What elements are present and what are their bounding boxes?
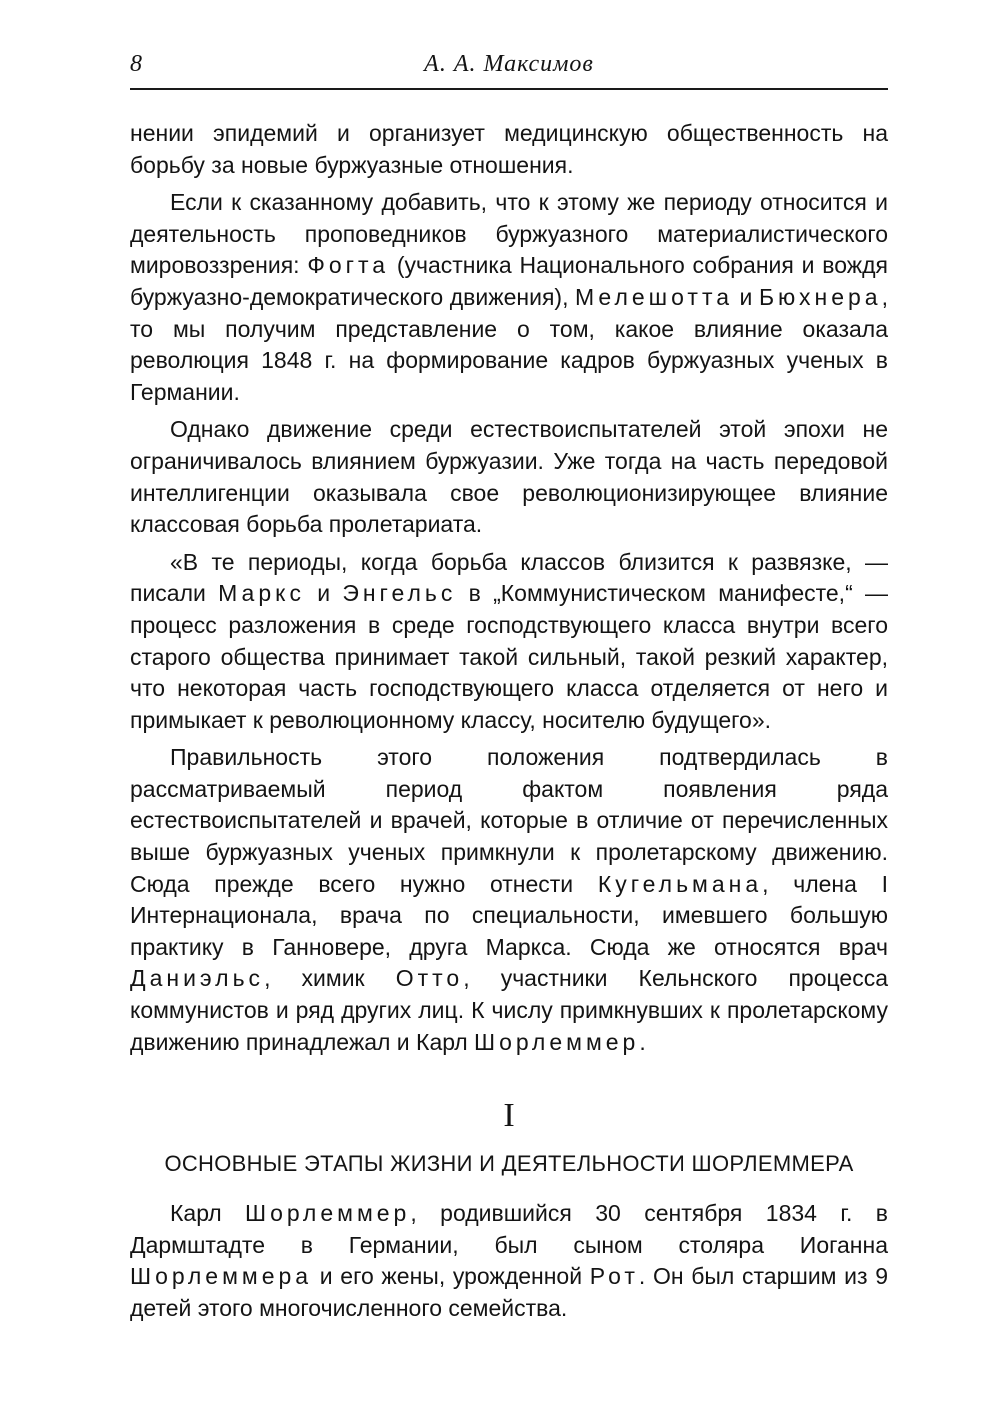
paragraph-1: нении эпидемий и организует медицинскую общественность на борьбу за новые буржуазные отношения. [130, 120, 888, 178]
running-title: А. А. Максимов [424, 51, 594, 77]
chapter-title: ОСНОВНЫЕ ЭТАПЫ ЖИЗНИ И ДЕЯТЕЛЬНОСТИ ШОРЛЕММЕРА [164, 1151, 854, 1176]
name-schorlemmer: Шорлеммер [245, 1200, 411, 1226]
name-schorlemmer: Шорлеммер [474, 1028, 640, 1055]
name-vogt: Фогта [307, 252, 390, 279]
text-span: Правильность этого положения подтвердилась в рассматриваемый период фактом появления ряда естествоиспытателей и врачей, которые в отличие от перечисленных выше буржуазных ученых примкнули к пролетарскому движению. Сюда прежде всего нужно отнести [130, 744, 888, 897]
chapter-text [130, 1198, 888, 1324]
text-span: , химик [264, 965, 396, 992]
name-rot: Рот [589, 1263, 639, 1290]
name-otto: Отто [395, 965, 464, 992]
body-text [130, 118, 888, 1064]
chapter-paragraph-1 [130, 1198, 888, 1324]
text-span: , родившийся 30 сентября 1834 г. в Дармштадте в Германии, был сыном столяра Иоганна [130, 1200, 888, 1258]
page-header [130, 50, 888, 82]
text-span: , члена I Интернационала, врача по специальности, имевшего большую практику в Ганновере, друга Маркса. Сюда же относятся врач [130, 870, 888, 960]
name-buchner: Бюхнера [758, 283, 882, 310]
text-span: и [733, 283, 759, 310]
paragraph-2 [130, 187, 888, 408]
text-span: . [639, 1028, 646, 1055]
chapter-numeral: I [503, 1097, 515, 1134]
header-rule [130, 88, 888, 90]
text-span: и его жены, урожденной [312, 1263, 590, 1290]
text-span: . Он был старшим из 9 детей этого многочисленного семейства. [130, 1263, 888, 1321]
name-kugelmann: Кугельмана [597, 870, 763, 897]
text-span: Карл [170, 1200, 246, 1226]
name-engels: Энгельс [342, 580, 457, 607]
chapter-heading [130, 1096, 888, 1178]
paragraph-3: Однако движение среди естествоиспытателей этой эпохи не ограничивалось влиянием буржуазии. Уже тогда на часть передовой интеллигенции оказывала свое революционизирующее влияние классовая борьба пролетариата. [130, 416, 888, 538]
text-span: Если к сказанному добавить, что к этому же периоду относится и деятельность проповедников буржуазного материалистического мировоззрения: [130, 189, 888, 279]
name-daniels: Даниэльс [130, 965, 265, 992]
name-marx: Маркс [218, 580, 305, 607]
paragraph-5 [130, 742, 888, 1058]
text-span: и [304, 580, 343, 607]
text-span: , то мы получим представление о том, какое влияние оказала революция 1848 г. на формирование кадров буржуазных ученых в Германии. [130, 283, 888, 405]
page-number: 8 [130, 51, 142, 77]
name-moleschott: Мелешотта [575, 283, 734, 310]
paragraph-4-quote [130, 547, 888, 737]
text-span: (участника Национального собрания и вождя буржуазно-демократического движения), [130, 252, 888, 310]
text-span: в „Коммунистическом манифесте,“ — процесс разложения в среде господствующего класса внутри всего старого общества принимает такой сильный, такой резкий характер, что некоторая часть господствующего класса отделяется от него и примыкает к революционному классу, носителю будущего». [130, 580, 888, 733]
name-schorlemmer-father: Шорлеммера [130, 1263, 313, 1290]
text-span: «В те периоды, когда борьба классов близится к развязке, — писали [130, 548, 888, 607]
text-span: , участники Кельнского процесса коммунистов и ряд других лиц. К числу примкнувших к пролетарскому движению принадлежал и Карл [130, 965, 889, 1055]
